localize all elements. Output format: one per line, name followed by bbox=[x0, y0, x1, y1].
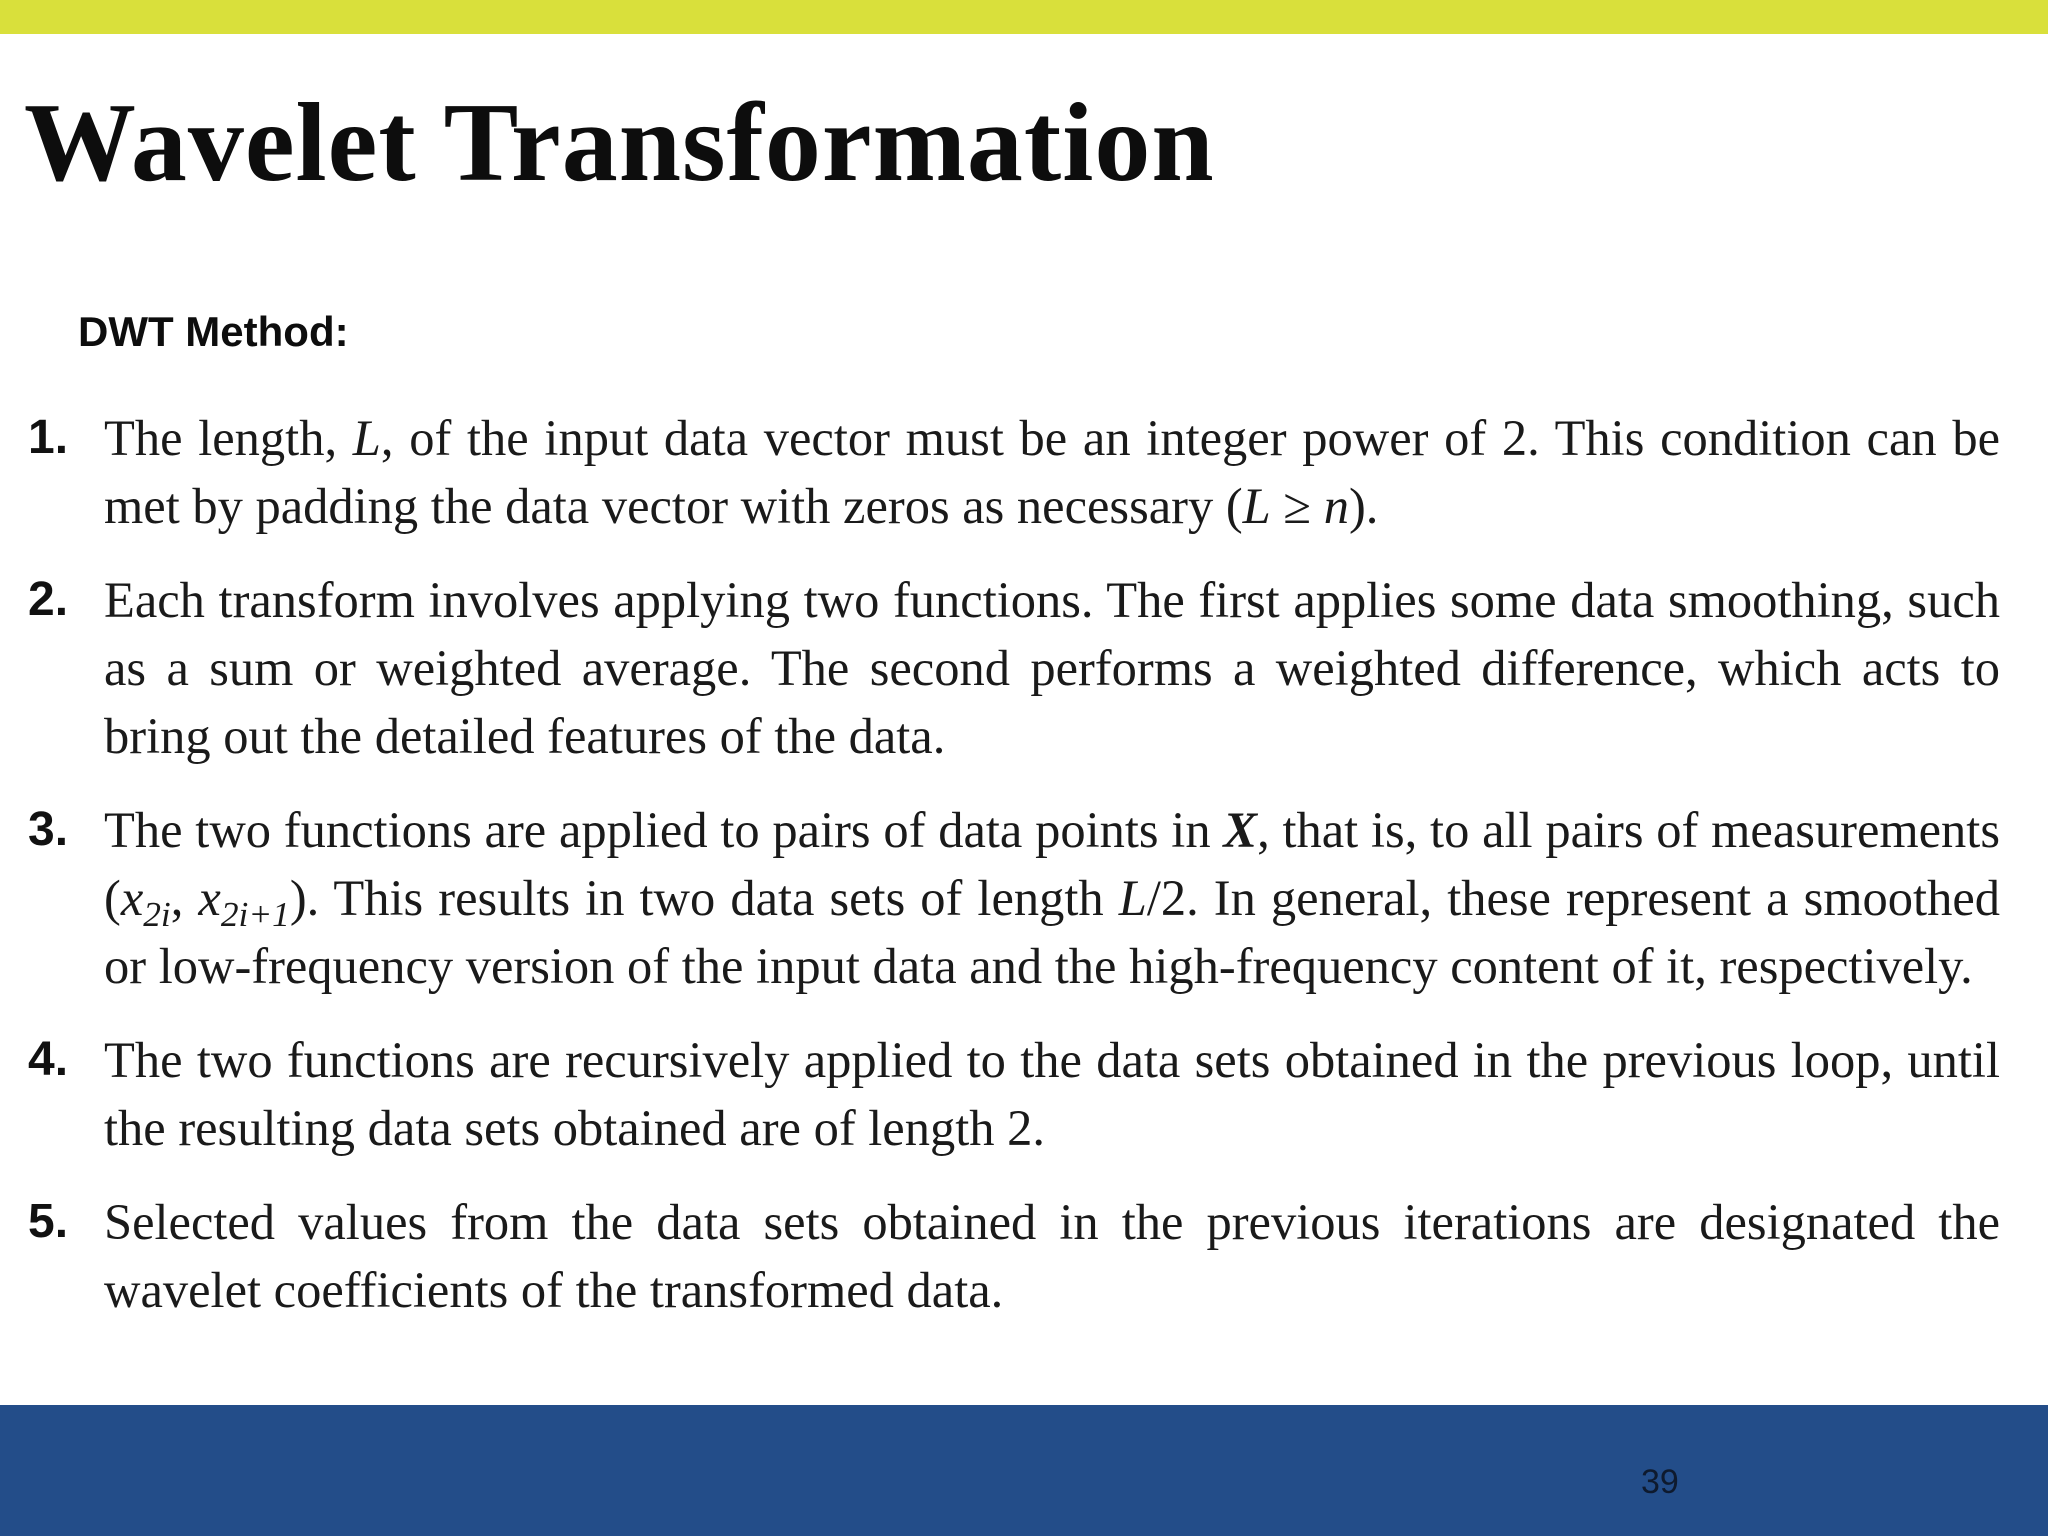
math-symbol: x bbox=[198, 870, 221, 926]
step-number: 2. bbox=[28, 573, 69, 626]
step-number: 3. bbox=[28, 803, 69, 856]
step-item-2 bbox=[28, 566, 2000, 770]
step-item-3 bbox=[28, 796, 2000, 1000]
step-item-5 bbox=[28, 1188, 2000, 1324]
step-text: The two functions are recursively applied to the data sets obtained in the previous loop, until the resulting data sets obtained are of length 2. bbox=[104, 1032, 2000, 1156]
text-run: ). bbox=[1348, 478, 1379, 534]
math-symbol: L bbox=[1242, 478, 1271, 534]
math-symbol: L bbox=[1118, 870, 1147, 926]
step-item-1 bbox=[28, 404, 2000, 540]
text-run: /2. In general, these represent a smoothed or low-frequency version of the input data and the high-frequency content of it, respectively. bbox=[104, 870, 2000, 994]
step-number: 1. bbox=[28, 411, 69, 464]
page-number: 39 bbox=[1641, 1463, 1679, 1501]
text-run: The length, bbox=[104, 410, 353, 466]
math-symbol: X bbox=[1223, 802, 1258, 858]
slide-title: Wavelet Transformation bbox=[24, 81, 1215, 205]
text-run: , of the input data vector must be an integer power of 2. This condition can be met by padding the data vector with zeros as necessary ( bbox=[104, 410, 2000, 534]
step-number: 4. bbox=[28, 1033, 69, 1086]
text-run: , that is, to all pairs of measurements ( bbox=[104, 802, 2000, 926]
top-accent-band bbox=[0, 0, 2048, 34]
footer-band bbox=[0, 1405, 2048, 1536]
section-subtitle: DWT Method: bbox=[78, 308, 349, 355]
step-number: 5. bbox=[28, 1195, 69, 1248]
step-text bbox=[104, 796, 2000, 1000]
math-symbol: n bbox=[1323, 478, 1349, 534]
math-operator: ≥ bbox=[1270, 478, 1324, 534]
math-symbol: x bbox=[120, 870, 144, 926]
text-run: ). This results in two data sets of length bbox=[289, 870, 1119, 926]
step-item-4 bbox=[28, 1026, 2000, 1162]
text-run: The two functions are applied to pairs of data points in bbox=[104, 802, 1224, 858]
step-text: Each transform involves applying two functions. The first applies some data smoothing, such as a sum or weighted average. The second performs a weighted difference, which acts to bring out the detailed features of the data. bbox=[104, 572, 2000, 764]
math-subscript: 2i bbox=[143, 895, 171, 935]
math-symbol: L bbox=[352, 410, 381, 466]
step-text bbox=[104, 404, 2000, 540]
math-subscript: 2i+1 bbox=[220, 895, 290, 935]
text-run: , bbox=[170, 870, 199, 926]
step-text: Selected values from the data sets obtained in the previous iterations are designated the wavelet coefficients of the transformed data. bbox=[104, 1194, 2000, 1318]
dwt-steps-list bbox=[28, 404, 2000, 1350]
